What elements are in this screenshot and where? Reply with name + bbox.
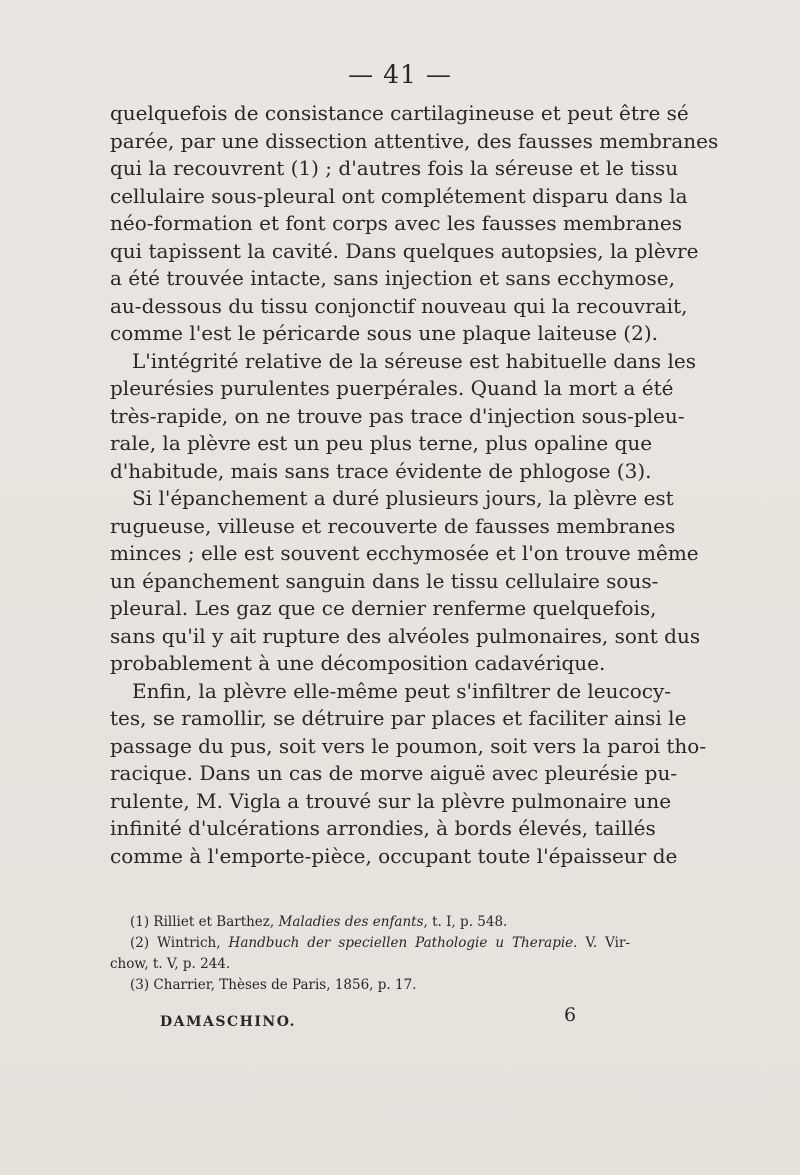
text-line: cellulaire sous-pleural ont complétement disparu dans la [110,183,688,208]
footnote-text: Charrier, Thèses de Paris, 1856, p. 17. [153,977,417,993]
text-line: pleurésies purulentes puerpérales. Quand la mort a été [110,376,674,400]
text-line: rale, la plèvre est un peu plus terne, plus opaline que [110,431,653,455]
footnote-text: Rilliet et Barthez, [153,914,279,930]
text-line: au-dessous du tissu conjonctif nouveau qui la recouvrait, [110,293,688,318]
text-line: néo-formation et font corps avec les fausses membranes [110,211,682,235]
text-line: un épanchement sanguin dans le tissu cellulaire sous- [110,568,659,593]
page-number: — 41 — [348,60,452,89]
text-line: comme à l'emporte-pièce, occupant toute l'épaisseur de [110,843,678,868]
footnote-marker: (2) [130,935,150,951]
text-line: probablement à une décomposition cadavérique. [110,651,606,675]
footnote [110,912,630,933]
footnote-marker: (3) [130,977,150,993]
text-line: d'habitude, mais sans trace évidente de phlogose (3). [110,458,652,483]
footnotes [110,912,630,996]
text-line: très-rapide, on ne trouve pas trace d'injection sous-pleu- [110,403,685,428]
text-line: quelquefois de consistance cartilagineuse et peut être sé [110,101,689,125]
text-line: rulente, M. Vigla a trouvé sur la plèvre pulmonaire une [110,788,672,813]
footnote-title: Handbuch der speciellen Pathologie u Therapie [228,935,574,951]
footnote [110,975,630,996]
text-line: rugueuse, villeuse et recouverte de fausses membranes [110,513,676,538]
text-line: qui tapissent la cavité. Dans quelques autopsies, la plèvre [110,238,699,263]
footnote-text-after: . V. Vir- [573,935,631,951]
text-line: qui la recouvrent (1) ; d'autres fois la séreuse et le tissu [110,156,679,180]
sheet-number: 6 [564,1004,577,1026]
footnote-text: Wintrich, [157,935,229,951]
text-line: tes, se ramollir, se détruire par places et faciliter ainsi le [110,706,687,730]
text-line: parée, par une dissection attentive, des fausses membranes [110,128,719,153]
footnote-text-after: , t. I, p. 548. [423,914,508,930]
text-line: sans qu'il y ait rupture des alvéoles pulmonaires, sont dus [110,623,701,648]
text-line: comme l'est le péricarde sous une plaque laiteuse (2). [110,321,658,345]
signature-mark: DAMASCHINO. [160,1014,296,1030]
text-line: infinité d'ulcérations arrondies, à bords élevés, taillés [110,816,656,840]
text-line: minces ; elle est souvent ecchymosée et l'on trouve même [110,541,699,565]
footnote [110,933,630,954]
body-text [110,100,719,870]
text-line: pleural. Les gaz que ce dernier renferme quelquefois, [110,596,657,620]
text-line: Enfin, la plèvre elle-même peut s'infiltrer de leucocy- [132,678,672,703]
footnote-continuation: chow, t. V, p. 244. [110,956,231,972]
text-line: L'intégrité relative de la séreuse est habituelle dans les [132,348,697,373]
footnote-marker: (1) [130,914,150,930]
text-line: racique. Dans un cas de morve aiguë avec pleurésie pu- [110,761,678,785]
text-line: a été trouvée intacte, sans injection et sans ecchymose, [110,266,675,290]
text-line: Si l'épanchement a duré plusieurs jours, la plèvre est [132,486,674,510]
text-line: passage du pus, soit vers le poumon, soit vers la paroi tho- [110,733,707,758]
footnote-title: Maladies des enfants [278,914,424,930]
